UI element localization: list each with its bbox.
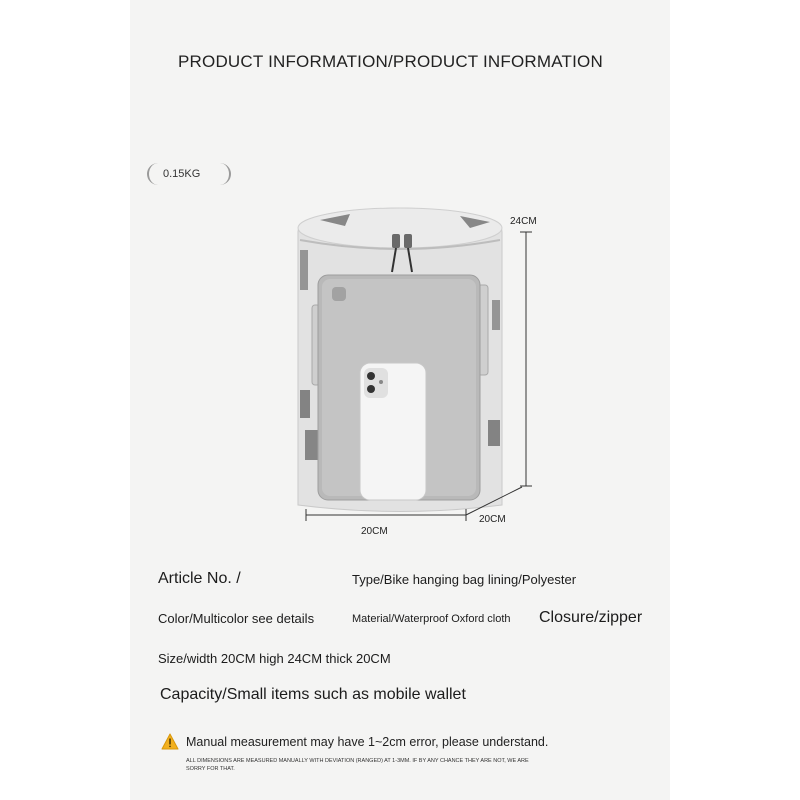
fine-print: ALL DIMENSIONS ARE MEASURED MANUALLY WITH DEVIATION (RANGED) AT 1-3MM. IF BY ANY CHANCE THEY ARE NOT, WE ARE SORRY FOR THAT. (186, 758, 529, 772)
warning-icon (162, 734, 178, 749)
height-dimension-line (520, 232, 532, 486)
weight-badge: 0.15KG (147, 163, 231, 185)
depth-label: 20CM (479, 514, 506, 525)
width-label: 20CM (361, 526, 388, 537)
spec-size: Size/width 20CM high 24CM thick 20CM (158, 651, 391, 666)
spec-type: Type/Bike hanging bag lining/Polyester (352, 572, 577, 587)
spec-closure: Closure/zipper (539, 609, 643, 626)
height-label: 24CM (510, 216, 537, 227)
spec-color: Color/Multicolor see details (158, 611, 315, 626)
spec-article: Article No. / (158, 570, 241, 587)
phone-image (360, 363, 426, 500)
page-title: PRODUCT INFORMATION/PRODUCT INFORMATION (178, 52, 603, 71)
spec-material: Material/Waterproof Oxford cloth (352, 613, 511, 625)
spec-capacity: Capacity/Small items such as mobile wallet (160, 686, 466, 703)
measurement-notice: Manual measurement may have 1~2cm error, please understand. (186, 735, 549, 749)
